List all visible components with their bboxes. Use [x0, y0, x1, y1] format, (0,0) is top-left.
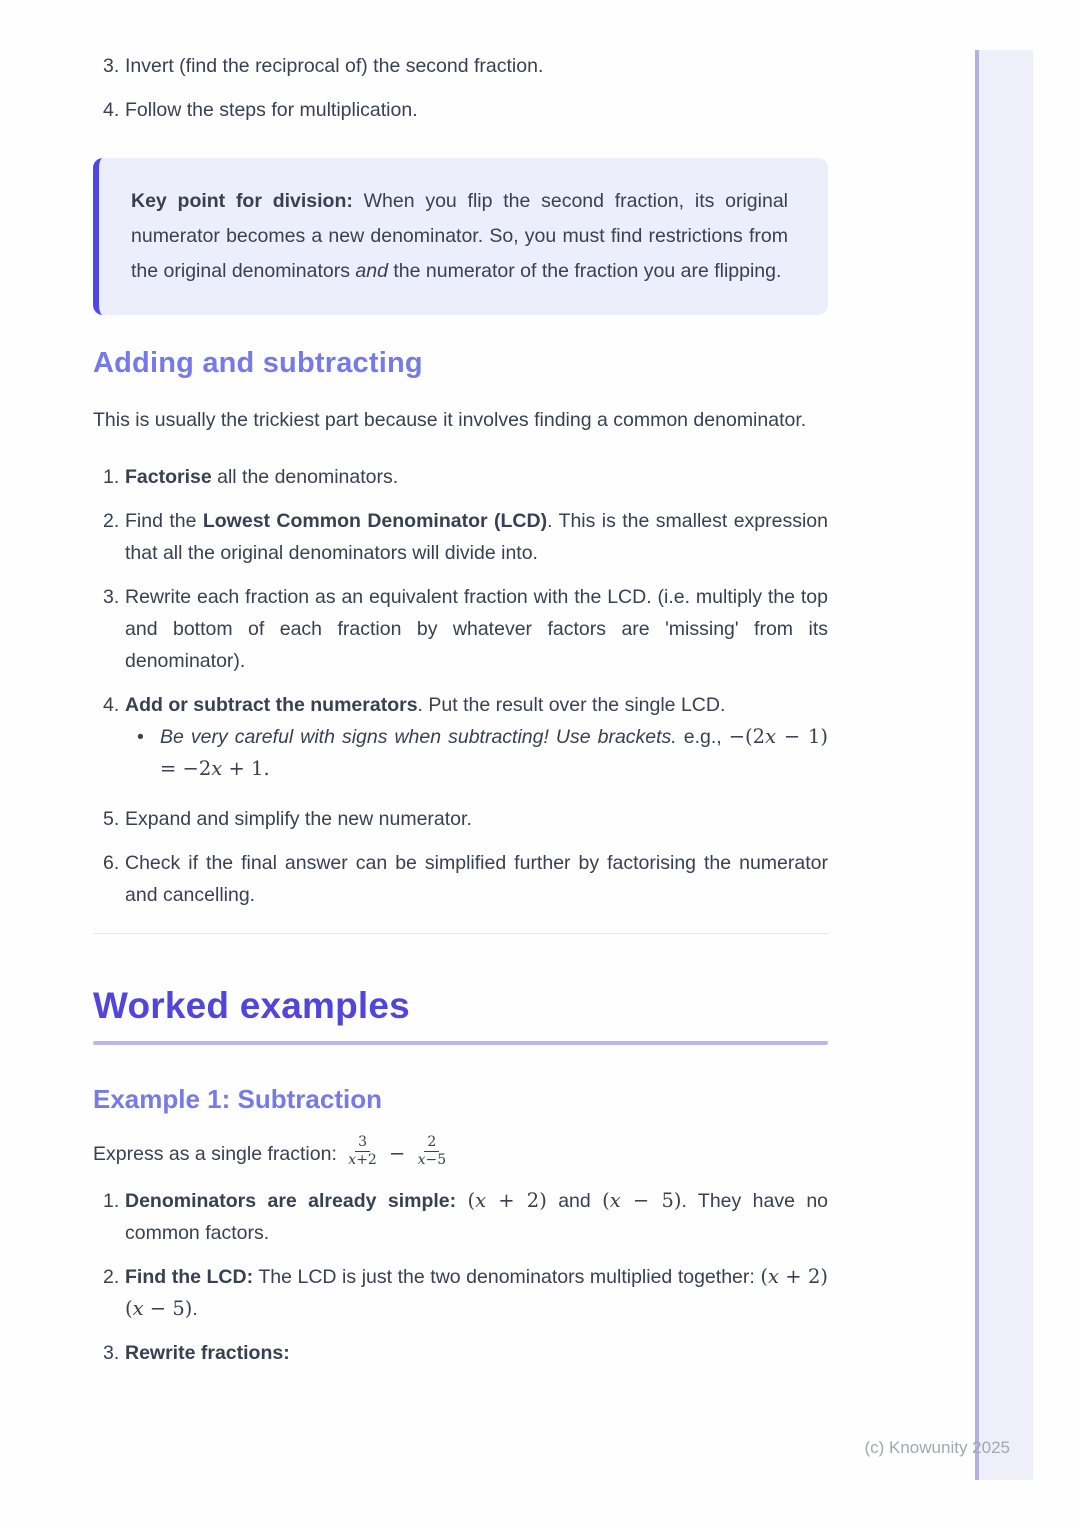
list-number: 3.: [103, 55, 120, 77]
example1-heading: Example 1: Subtraction: [93, 1084, 382, 1114]
division-steps-list: [93, 50, 828, 126]
sub-bullet-text: Be very careful with signs when subtracting! Use brackets. e.g., −(2x − 1) = −2x + 1.: [160, 725, 828, 780]
list-number: 4.: [103, 694, 120, 716]
list-number: 1.: [103, 1189, 120, 1212]
list-item: [93, 1337, 828, 1369]
list-number: 3.: [103, 1341, 120, 1364]
list-item-text: Expand and simplify the new numerator.: [125, 808, 472, 830]
list-item-text: Rewrite each fraction as an equivalent fraction with the LCD. (i.e. multiply the top and bottom of each fraction by whatever factors are 'missing' from its denominator).: [125, 586, 828, 672]
list-item: [93, 689, 828, 785]
list-number: 5.: [103, 808, 120, 830]
list-item-text: Factorise all the denominators.: [125, 466, 399, 488]
example1-lead: Express as a single fraction: $\frac{3}{x+2}$ − $\frac{2}{x-5}$: [93, 1137, 828, 1172]
copyright-watermark: (c) Knowunity 2025: [864, 1438, 1010, 1457]
list-number: 1.: [103, 466, 120, 488]
scrollbar-strip[interactable]: [975, 50, 1033, 1480]
adding-subtracting-steps-list: [93, 461, 828, 911]
heading-underline: [93, 1041, 828, 1045]
list-item: [93, 803, 828, 835]
list-item-wrap: [125, 689, 828, 785]
list-number: 4.: [103, 99, 120, 121]
bullet-glyph: •: [137, 726, 144, 748]
list-item-text: Add or subtract the numerators. Put the result over the single LCD.: [125, 694, 726, 716]
list-item: [93, 1185, 828, 1249]
list-item: [93, 847, 828, 911]
section-heading-adding-subtracting: Adding and subtracting: [93, 347, 423, 379]
section-divider: [93, 933, 828, 934]
sub-bullet: [125, 721, 828, 785]
content-column: [93, 0, 828, 1381]
math-fraction: $\frac{2}{x-5}$: [417, 1133, 447, 1169]
list-item: [93, 1261, 828, 1325]
list-item: [93, 505, 828, 569]
list-number: 2.: [103, 1265, 120, 1288]
list-item-text: Invert (find the reciprocal of) the second fraction.: [125, 55, 544, 77]
callout-text: Key point for division: When you flip the second fraction, its original numerator becomes a new denominator. So, you must find restrictions from the original denominators and the numerator of the fraction you are flipping.: [131, 190, 788, 282]
example1-steps-list: [93, 1185, 828, 1369]
list-item: [93, 581, 828, 677]
intro-paragraph: This is usually the trickiest part because it involves finding a common denominator.: [93, 409, 807, 431]
list-item-text: Denominators are already simple: (x + 2) and (x − 5). They have no common factors.: [125, 1188, 829, 1244]
list-item-text: Follow the steps for multiplication.: [125, 99, 418, 121]
list-number: 2.: [103, 510, 120, 532]
list-item: [93, 461, 828, 493]
list-item-text: Check if the final answer can be simplified further by factorising the numerator and cancelling.: [125, 852, 828, 906]
key-point-callout: [93, 158, 828, 315]
math-fraction: $\frac{3}{x+2}$: [348, 1133, 377, 1169]
list-item-text: Find the Lowest Common Denominator (LCD). This is the smallest expression that all the original denominators will divide into.: [125, 510, 828, 564]
list-item: [93, 94, 828, 126]
list-number: 6.: [103, 852, 120, 874]
list-item-text: Find the LCD: The LCD is just the two denominators multiplied together: (x + 2)(x − 5).: [125, 1264, 829, 1320]
list-number: 3.: [103, 586, 120, 608]
worked-examples-heading: Worked examples: [93, 985, 410, 1026]
list-item: [93, 50, 828, 82]
list-item-text: Rewrite fractions:: [125, 1341, 290, 1364]
